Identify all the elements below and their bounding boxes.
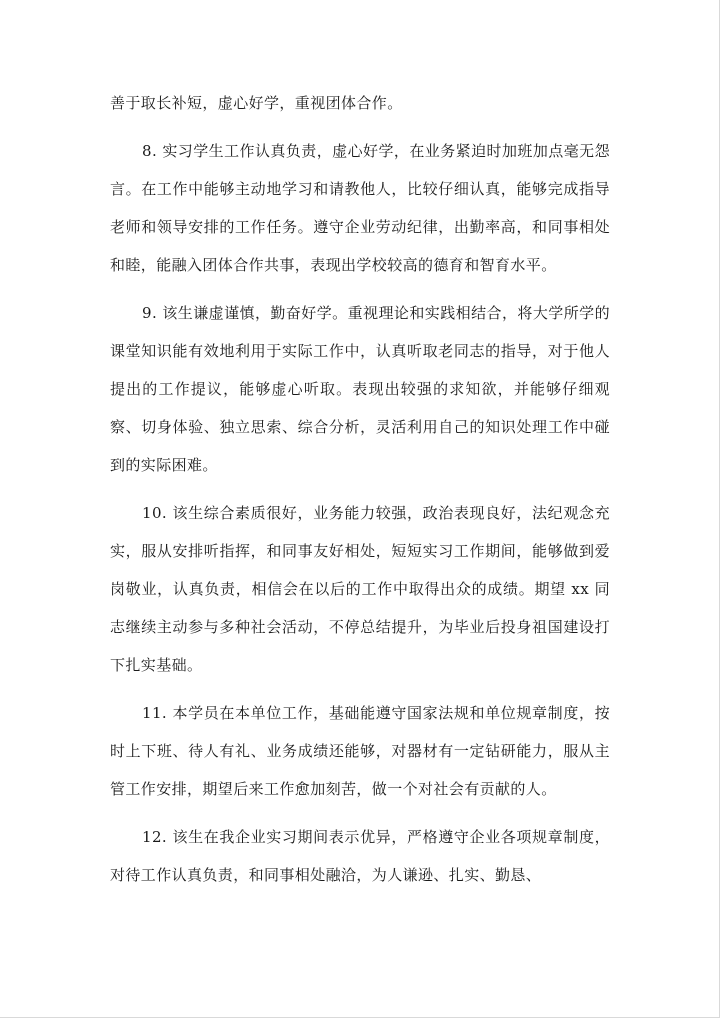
- paragraph-item-12: 12. 该生在我企业实习期间表示优异，严格遵守企业各项规章制度，对待工作认真负责，和同事相处融洽，为人谦逊、扎实、勤恳、: [110, 828, 610, 884]
- paragraph-item-10: 10. 该生综合素质很好，业务能力较强，政治表现良好，法纪观念充实，服从安排听指挥，和同事友好相处，短短实习工作期间，能够做到爱岗敬业，认真负责，相信会在以后的工作中取得出众的成绩。期望 xx 同志继续主动参与多种社会活动，不停总结提升，为毕业后投身祖国建设打下扎实基础。: [110, 504, 610, 674]
- paragraph-item-8: 8. 实习学生工作认真负责，虚心好学，在业务紧迫时加班加点毫无怨言。在工作中能够主动地学习和请教他人，比较仔细认真，能够完成指导老师和领导安排的工作任务。遵守企业劳动纪律，出勤率高，和同事相处和睦，能融入团体合作共事，表现出学校较高的德育和智育水平。: [110, 142, 610, 274]
- paragraph-item-11: 11. 本学员在本单位工作，基础能遵守国家法规和单位规章制度，按时上下班、待人有礼、业务成绩还能够，对器材有一定钻研能力，服从主管工作安排，期望后来工作愈加刻苦，做一个对社会有贡献的人。: [110, 704, 610, 798]
- paragraph-item-9: 9. 该生谦虚谨慎，勤奋好学。重视理论和实践相结合，将大学所学的课堂知识能有效地利用于实际工作中，认真听取老同志的指导，对于他人提出的工作提议，能够虚心听取。表现出较强的求知欲，并能够仔细观察、切身体验、独立思索、综合分析，灵活利用自己的知识处理工作中碰到的实际困难。: [110, 304, 610, 474]
- document-body: [110, 84, 610, 904]
- paragraph-continuation: 善于取长补短，虚心好学，重视团体合作。: [110, 94, 403, 112]
